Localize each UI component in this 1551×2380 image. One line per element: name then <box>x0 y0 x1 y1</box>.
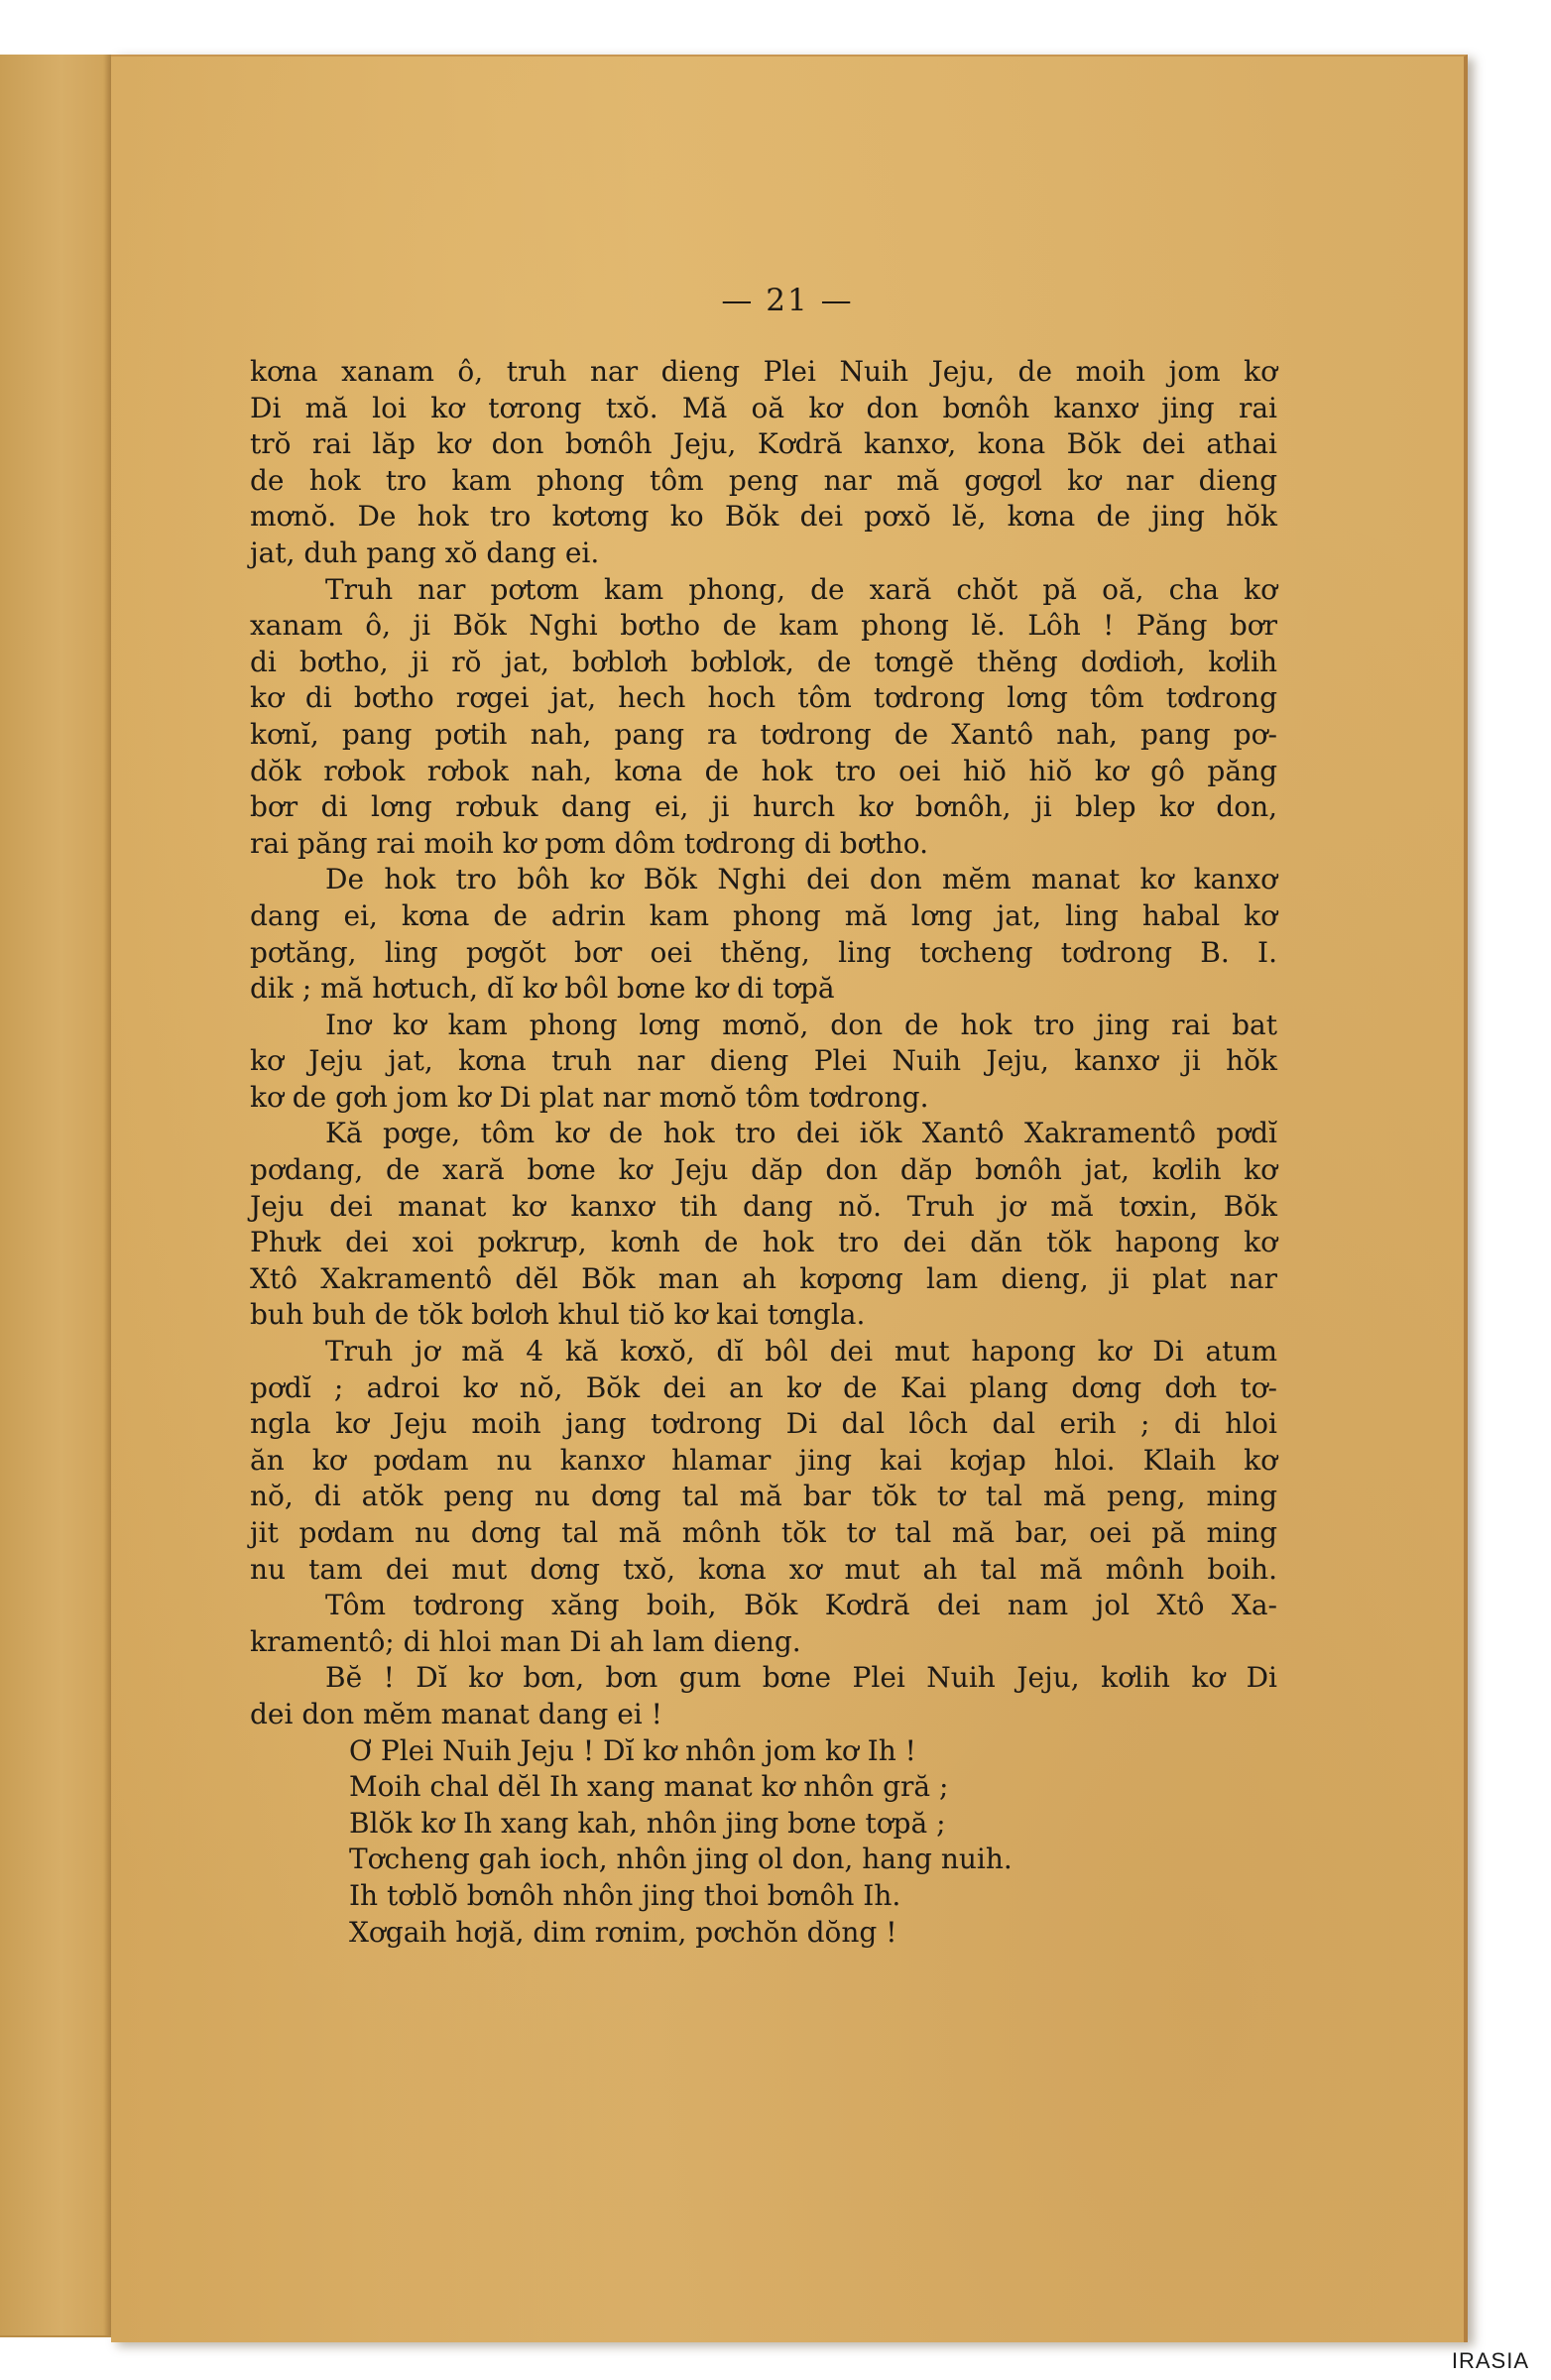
text-line: Tôm tơdrong xăng boih, Bŏk Kơdră dei nam jol Xtô Xa- <box>325 1589 1277 1622</box>
text-line: kramentô; di hloi man Di ah lam dieng. <box>250 1624 801 1658</box>
text-line: dei don mĕm manat dang ei ! <box>250 1697 662 1730</box>
text-line: kơnĭ, pang pơtih nah, pang ra tơdrong de Xantô nah, pang pơ- <box>250 717 1277 751</box>
text-line: jit pơdam nu dơng tal mă mônh tŏk tơ tal mă bar, oei pă ming <box>250 1516 1277 1549</box>
text-line: De hok tro bôh kơ Bŏk Nghi dei don mĕm manat kơ kanxơ <box>325 863 1277 896</box>
poem-line: Xơgaih hơjă, dim rơnim, pơchŏn dŏng ! <box>349 1915 897 1949</box>
text-line: kơ Jeju jat, kơna truh nar dieng Plei Nuih Jeju, kanxơ ji hŏk <box>250 1044 1277 1078</box>
text-line: dik ; mă hơtuch, dĭ kơ bôl bơne kơ di tơpă <box>250 972 835 1006</box>
text-line: trŏ rai lăp kơ don bơnôh Jeju, Kơdră kanxơ, kona Bŏk dei athai <box>250 427 1277 461</box>
text-line: mơnŏ. De hok tro kơtơng ko Bŏk dei pơxŏ lĕ, kơna de jing hŏk <box>250 500 1277 534</box>
watermark: IRASIA <box>1451 2348 1529 2373</box>
text-line: buh buh de tŏk bơlơh khul tiŏ kơ kai tơngla. <box>250 1298 866 1332</box>
text-line: ngla kơ Jeju moih jang tơdrong Di dal lôch dal erih ; di hloi <box>250 1407 1277 1441</box>
text-line: pơdang, de xară bơne kơ Jeju dăp don dăp bơnôh jat, kơlih kơ <box>250 1153 1277 1187</box>
text-line: di bơtho, ji rŏ jat, bơblơh bơblơk, de tơngĕ thĕng dơdiơh, kơlih <box>250 645 1277 678</box>
text-line: ăn kơ pơdam nu kanxơ hlamar jing kai kơjap hloi. Klaih kơ <box>250 1443 1277 1477</box>
text-line: nu tam dei mut dơng txŏ, kơna xơ mut ah tal mă mônh boih. <box>250 1552 1277 1586</box>
page-number: — 21 — <box>721 283 854 318</box>
text-line: jat, duh pang xŏ dang ei. <box>250 536 600 569</box>
text-line: Inơ kơ kam phong lơng mơnŏ, don de hok tro jing rai bat <box>325 1008 1277 1041</box>
text-line: de hok tro kam phong tôm peng nar mă gơgơl kơ nar dieng <box>250 463 1277 497</box>
text-line: dang ei, kơna de adrin kam phong mă lơng jat, ling habal kơ <box>250 898 1277 932</box>
text-line: kơna xanam ô, truh nar dieng Plei Nuih Jeju, de moih jom kơ <box>250 355 1277 388</box>
text-line: nŏ, di atŏk peng nu dơng tal mă bar tŏk tơ tal mă peng, ming <box>250 1480 1277 1513</box>
poem-line: Tơcheng gah ioch, nhôn jing ol don, hang nuih. <box>349 1843 1013 1876</box>
book-page <box>111 55 1468 2342</box>
poem-line: Blŏk kơ Ih xang kah, nhôn jing bơne tơpă ; <box>349 1806 946 1840</box>
text-line: bơr di lơng rơbuk dang ei, ji hurch kơ bơnôh, ji blep kơ don, <box>250 790 1277 824</box>
text-line: rai păng rai moih kơ pơm dôm tơdrong di bơtho. <box>250 826 929 860</box>
page-text <box>250 354 1277 1951</box>
text-line: kơ di bơtho rơgei jat, hech hoch tôm tơdrong lơng tôm tơdrong <box>250 681 1277 715</box>
text-line: Truh jơ mă 4 kă kơxŏ, dĭ bôl dei mut hapong kơ Di atum <box>325 1335 1277 1368</box>
facing-page-left <box>0 55 111 2337</box>
text-line: Kă pơge, tôm kơ de hok tro dei iŏk Xantô Xakramentô pơdĭ <box>325 1117 1277 1150</box>
text-line: Jeju dei manat kơ kanxơ tih dang nŏ. Truh jơ mă tơxin, Bŏk <box>250 1189 1277 1223</box>
text-line: xanam ô, ji Bŏk Nghi bơtho de kam phong lĕ. Lôh ! Păng bơr <box>250 609 1277 643</box>
poem-line: Ơ Plei Nuih Jeju ! Dĭ kơ nhôn jom kơ Ih ! <box>349 1733 916 1767</box>
text-line: Di mă loi kơ tơrong txŏ. Mă oă kơ don bơnôh kanxơ jing rai <box>250 391 1277 424</box>
text-line: Bĕ ! Dĭ kơ bơn, bơn gum bơne Plei Nuih Jeju, kơlih kơ Di <box>325 1661 1277 1695</box>
text-line: Truh nar pơtơm kam phong, de xară chŏt pă oă, cha kơ <box>325 572 1277 606</box>
text-line: Phưk dei xoi pơkrưp, kơnh de hok tro dei dăn tŏk hapong kơ <box>250 1226 1277 1259</box>
text-line: pơdĭ ; adroi kơ nŏ, Bŏk dei an kơ de Kai plang dơng dơh tơ- <box>250 1370 1277 1404</box>
poem-line: Moih chal dĕl Ih xang manat kơ nhôn gră ; <box>349 1770 949 1804</box>
text-line: Xtô Xakramentô dĕl Bŏk man ah kơpơng lam dieng, ji plat nar <box>250 1261 1277 1295</box>
poem-line: Ih tơblŏ bơnôh nhôn jing thoi bơnôh Ih. <box>349 1878 901 1912</box>
text-line: pơtăng, ling pơgŏt bơr oei thĕng, ling tơcheng tơdrong B. I. <box>250 935 1277 969</box>
text-line: kơ de gơh jom kơ Di plat nar mơnŏ tôm tơdrong. <box>250 1080 929 1114</box>
text-line: dŏk rơbok rơbok nah, kơna de hok tro oei hiŏ hiŏ kơ gô păng <box>250 754 1277 787</box>
